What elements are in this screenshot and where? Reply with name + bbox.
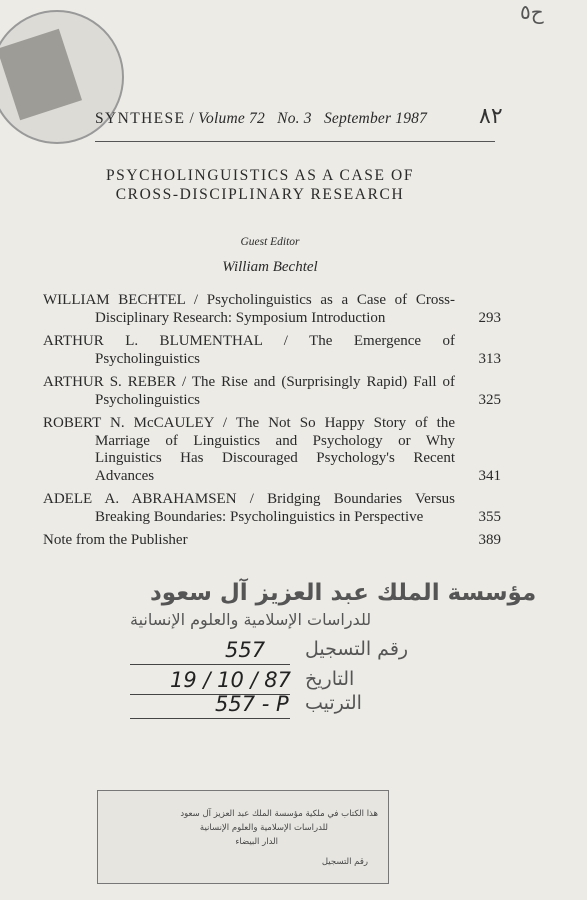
order-label: الترتيب <box>305 692 362 714</box>
toc-entry-title: ADELE A. ABRAHAMSEN / Bridging Boundaries Versus Breaking Boundaries: Psycholinguistics in Perspective <box>43 491 455 525</box>
toc-entry-page: 355 <box>478 508 501 525</box>
ownership-line-1: هذا الكتاب في ملكية مؤسسة الملك عبد العزيز آل سعود <box>180 809 378 819</box>
header-separator: / <box>189 110 195 127</box>
toc-entry-title: ROBERT N. McCAULEY / The Not So Happy Story of the Marriage of Linguistics and Psychology or Why Linguistics Has Discouraged Psychology's Recent Advances <box>43 415 455 484</box>
toc-entry-page: 325 <box>478 391 501 408</box>
toc-entry-page: 293 <box>478 309 501 326</box>
stamp-organization: مؤسسة الملك عبد العزيز آل سعود <box>150 580 537 606</box>
ownership-line-2: للدراسات الإسلامية والعلوم الإنسانية <box>199 823 328 833</box>
guest-editor-label: Guest Editor <box>240 236 300 248</box>
registration-number: 557 <box>225 638 266 662</box>
toc-entry-page: 341 <box>478 467 501 484</box>
ownership-stamp <box>97 790 389 884</box>
issue-title-line-1: PSYCHOLINGUISTICS AS A CASE OF <box>105 167 415 184</box>
journal-name: SYNTHESE <box>95 110 186 127</box>
stamp-rule <box>130 664 290 665</box>
registration-label: رقم التسجيل <box>305 638 409 660</box>
toc-entry <box>43 333 501 368</box>
ownership-reg-label: رقم التسجيل <box>321 857 368 867</box>
toc-entry-title: ARTHUR L. BLUMENTHAL / The Emergence of Psycholinguistics <box>43 333 455 367</box>
toc-entry-title: ARTHUR S. REBER / The Rise and (Surprisingly Rapid) Fall of Psycholinguistics <box>43 374 455 408</box>
toc-entry <box>43 374 501 409</box>
toc-entry <box>43 415 501 485</box>
issue-title-line-2: CROSS-DISCIPLINARY RESEARCH <box>115 186 405 203</box>
volume: Volume 72 <box>198 110 265 127</box>
toc-entry-page: 313 <box>478 350 501 367</box>
order-number: 557 - P <box>215 692 289 716</box>
table-of-contents <box>43 292 501 556</box>
journal-header <box>95 110 490 128</box>
toc-entry-title: WILLIAM BECHTEL / Psycholinguistics as a Case of Cross-Disciplinary Research: Symposium Introduction <box>43 292 455 326</box>
issue-number: No. 3 <box>277 110 312 127</box>
header-rule <box>95 141 495 142</box>
corner-scribble: ح٥ <box>520 0 544 24</box>
registration-stamp <box>130 580 537 720</box>
stamp-rule <box>130 718 290 719</box>
toc-entry-title: Note from the Publisher <box>43 532 188 548</box>
seal-emblem <box>0 29 82 120</box>
stamp-subtitle: للدراسات الإسلامية والعلوم الإنسانية <box>130 610 372 629</box>
date-label: التاريخ <box>305 668 355 690</box>
toc-entry <box>43 491 501 526</box>
toc-entry <box>43 292 501 327</box>
guest-editor-name: William Bechtel <box>222 259 318 275</box>
toc-entry <box>43 532 501 550</box>
issue-date: September 1987 <box>323 110 428 127</box>
registration-date: 19 / 10 / 87 <box>170 668 292 692</box>
handwritten-mark: ٨٢ <box>479 104 503 129</box>
toc-entry-page: 389 <box>478 532 501 548</box>
ownership-line-3: الدار البيضاء <box>235 837 278 847</box>
